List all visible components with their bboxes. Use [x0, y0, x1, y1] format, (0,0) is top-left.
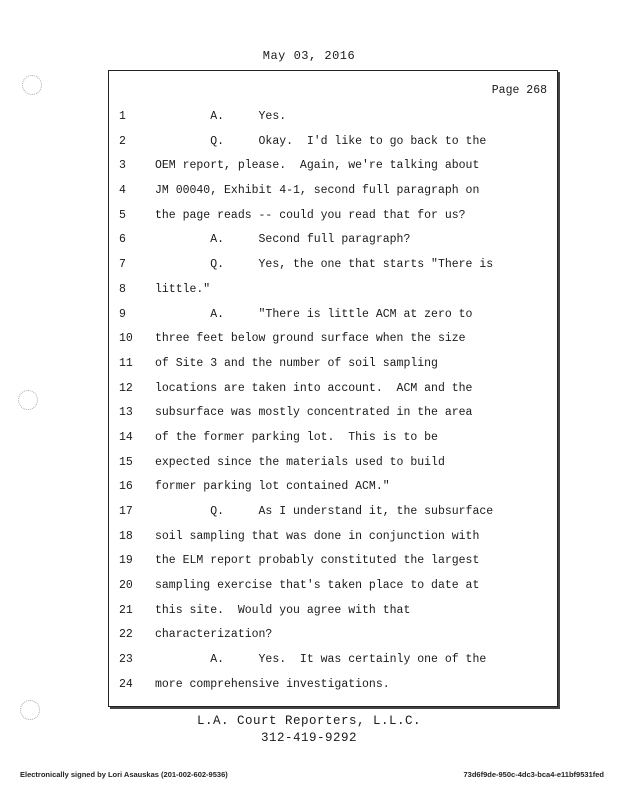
line-number: 20 — [119, 579, 133, 593]
line-number: 24 — [119, 677, 133, 691]
line-number: 6 — [119, 233, 126, 247]
transcript-line — [109, 549, 557, 574]
line-text: former parking lot contained ACM." — [155, 480, 390, 494]
line-number: 2 — [119, 134, 126, 148]
transcript-line — [109, 599, 557, 624]
transcript-line — [109, 228, 557, 253]
transcript-line — [109, 426, 557, 451]
line-text: more comprehensive investigations. — [155, 677, 390, 691]
punch-hole-bottom — [20, 700, 40, 720]
transcript-line — [109, 352, 557, 377]
line-number: 11 — [119, 356, 133, 370]
line-number: 18 — [119, 529, 133, 543]
transcript-line — [109, 278, 557, 303]
line-text: A. Second full paragraph? — [155, 233, 411, 247]
transcript-line — [109, 204, 557, 229]
line-number: 13 — [119, 406, 133, 420]
line-number: 15 — [119, 455, 133, 469]
line-text: characterization? — [155, 628, 273, 642]
line-text: A. "There is little ACM at zero to — [155, 307, 473, 321]
transcript-line — [109, 130, 557, 155]
transcript-line — [109, 154, 557, 179]
line-text: A. Yes. — [155, 110, 287, 123]
line-text: A. Yes. It was certainly one of the — [155, 653, 487, 667]
footer-firm-name: L.A. Court Reporters, L.L.C. — [196, 714, 422, 728]
line-number: 23 — [119, 653, 133, 667]
transcript-line — [109, 401, 557, 426]
transcript-line — [109, 303, 557, 328]
footer-phone: 312-419-9292 — [260, 731, 357, 745]
line-text: the page reads -- could you read that for us? — [155, 208, 466, 222]
line-text: expected since the materials used to build — [155, 455, 445, 469]
punch-hole-top — [22, 75, 42, 95]
transcript-line — [109, 623, 557, 648]
document-hash: 73d6f9de-950c-4dc3-bca4-e11bf9531fed — [463, 770, 604, 779]
electronic-signature-note: Electronically signed by Lori Asauskas (201-002-602-9536) — [20, 770, 228, 779]
line-number: 16 — [119, 480, 133, 494]
line-number: 12 — [119, 381, 133, 395]
transcript-line — [109, 574, 557, 599]
line-number: 10 — [119, 332, 133, 346]
transcript-line — [109, 475, 557, 500]
line-text: of the former parking lot. This is to be — [155, 430, 438, 444]
line-number: 22 — [119, 628, 133, 642]
transcript-line — [109, 451, 557, 476]
line-text: three feet below ground surface when the size — [155, 332, 466, 346]
line-text: Q. As I understand it, the subsurface — [155, 505, 494, 518]
transcript-lines — [109, 105, 557, 698]
header-date: May 03, 2016 — [262, 49, 356, 63]
line-text: OEM report, please. Again, we're talking about — [155, 159, 480, 173]
line-number: 3 — [119, 159, 126, 173]
line-number: 14 — [119, 430, 133, 444]
line-text: locations are taken into account. ACM and the — [155, 381, 473, 395]
line-number: 9 — [119, 307, 126, 321]
line-number: 19 — [119, 554, 133, 568]
transcript-line — [109, 179, 557, 204]
transcript-line — [109, 105, 557, 130]
line-number: 17 — [119, 505, 133, 518]
line-number: 21 — [119, 603, 133, 617]
line-number: 7 — [119, 258, 126, 272]
page-number: Page 268 — [491, 84, 547, 97]
transcript-line — [109, 500, 557, 525]
line-text: Q. Okay. I'd like to go back to the — [155, 134, 487, 148]
line-text: Q. Yes, the one that starts "There is — [155, 258, 494, 272]
transcript-line — [109, 673, 557, 698]
transcript-line — [109, 377, 557, 402]
line-text: the ELM report probably constituted the largest — [155, 554, 480, 568]
transcript-line — [109, 327, 557, 352]
line-text: JM 00040, Exhibit 4-1, second full paragraph on — [155, 184, 480, 198]
line-text: little." — [155, 282, 211, 296]
line-number: 1 — [119, 110, 126, 123]
transcript-page-frame — [108, 70, 558, 707]
line-text: subsurface was mostly concentrated in the area — [155, 406, 473, 420]
transcript-line — [109, 648, 557, 673]
punch-hole-middle — [18, 390, 38, 410]
line-text: sampling exercise that's taken place to date at — [155, 579, 480, 593]
line-text: this site. Would you agree with that — [155, 603, 411, 617]
line-text: of Site 3 and the number of soil sampling — [155, 356, 438, 370]
transcript-line — [109, 253, 557, 278]
line-number: 5 — [119, 208, 126, 222]
line-text: soil sampling that was done in conjunction with — [155, 529, 480, 543]
line-number: 4 — [119, 184, 126, 198]
line-number: 8 — [119, 282, 126, 296]
transcript-line — [109, 525, 557, 550]
